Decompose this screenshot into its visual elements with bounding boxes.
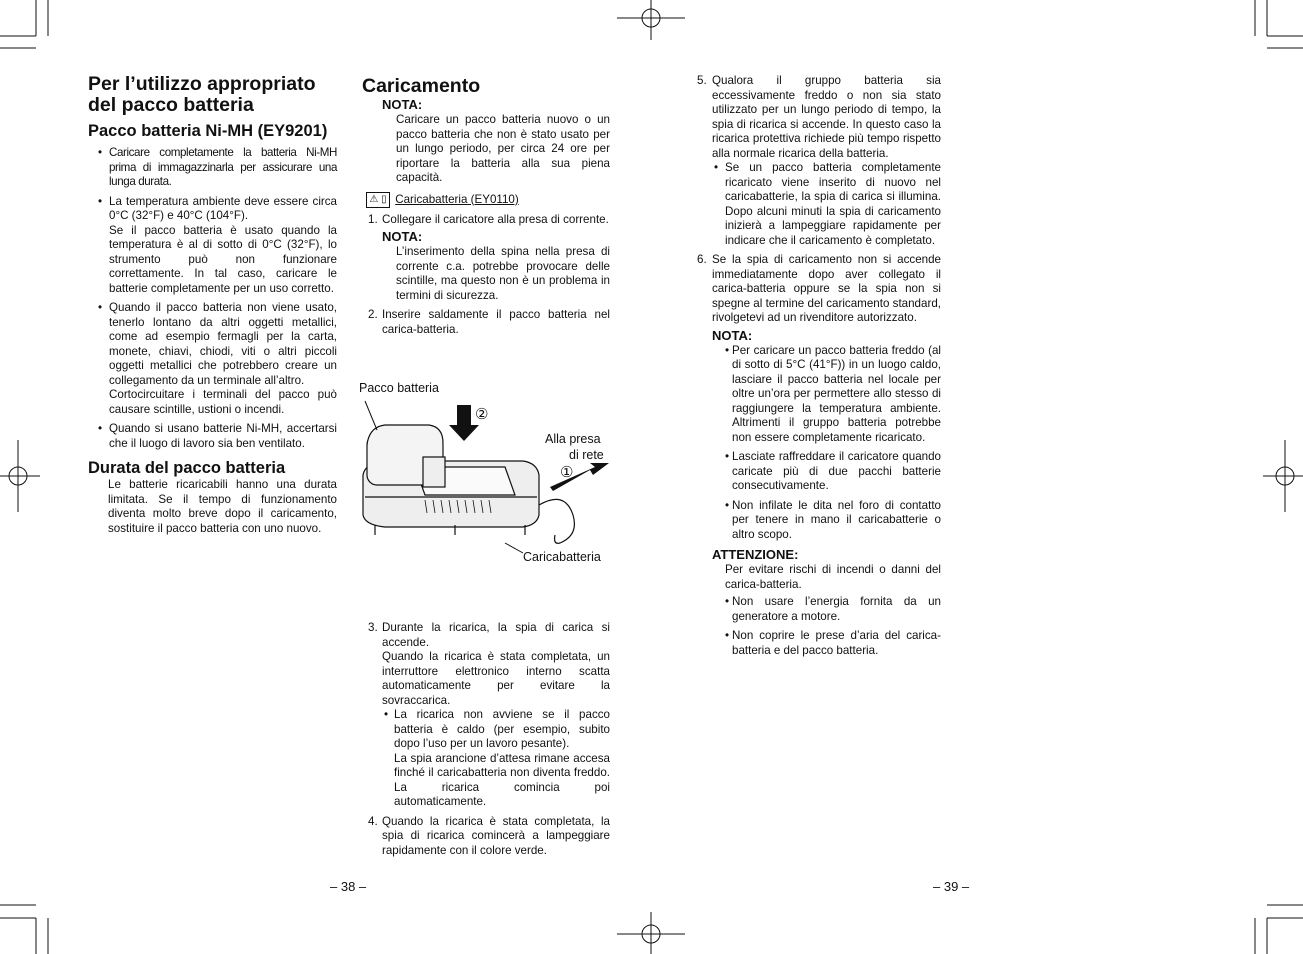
label-battery: Pacco batteria xyxy=(359,381,439,395)
list-item: • Non usare l’energia fornita da un generatore a motore. xyxy=(723,595,941,624)
charger-figure xyxy=(355,375,617,590)
list-item: • Per caricare un pacco batteria freddo (al di sotto di 5°C (41°F)) in un luogo caldo, lasciare il pacco batteria nel locale per oltre un’ora per permettere allo stesso di raggiungere la temperatura ambiente. Altrimenti il gruppo batteria potrebbe non essere completamente ricaricato. xyxy=(723,344,941,446)
section-caricamento: Caricamento xyxy=(362,75,481,97)
step-3: 3. Durante la ricarica, la spia di carica si accende. Quando la ricarica è stata completata, un interruttore elettronico interno scatta automaticamente per evitare la sovraccarica. xyxy=(368,621,610,707)
step-1: 1. Collegare il caricatore alla presa di corrente. xyxy=(368,212,609,226)
step3-bullet: • La ricarica non avviene se il pacco batteria è caldo (per esempio, subito dopo l’uso per un lavoro pesante). La spia arancione d’attesa rimane accesa finché il caricabatteria non diventa freddo. La ricarica comincia poi automaticamente. xyxy=(382,708,610,810)
list-item: • Lasciate raffreddare il caricatore quando caricate più di due pacchi batterie consecutivamente. xyxy=(723,450,941,494)
marker-2: ② xyxy=(475,406,489,423)
step-6: 6. Se la spia di caricamento non si accende immediatamente dopo aver collegato il carica-batteria oppure se la spia non si spegne al termine del caricamento standard, rivolgetevi ad un rivenditore autorizzato. xyxy=(697,253,941,324)
list-item: • Non coprire le prese d’aria del carica-batteria e del pacco batteria. xyxy=(723,629,941,658)
durata-text: Le batterie ricaricabili hanno una durata limitata. Se il tempo di funzionamento diventa molto breve dopo il caricamento, sostituire il pacco batteria con uno nuovo. xyxy=(108,478,337,535)
list-item: • Caricare completamente la batteria Ni-MH prima di immagazzinarla per assicurare una lunga durata. xyxy=(96,146,337,190)
step1-nota-label: NOTA: xyxy=(382,229,423,244)
list-item: • Non infilate le dita nel foro di contatto per tenere in mano il caricabatterie o altro scopo. xyxy=(723,499,941,543)
attenzione-text: Per evitare rischi di incendi o danni del carica-batteria. xyxy=(725,563,941,591)
attenzione-label: ATTENZIONE: xyxy=(712,547,799,562)
left-column xyxy=(88,74,337,536)
marker-1: ① xyxy=(560,464,574,481)
plug-arrow-icon xyxy=(550,463,609,491)
warning-symbol-icon: ⚠ ▯ xyxy=(366,192,390,208)
label-charger: Caricabatteria xyxy=(523,550,601,564)
nota-label: NOTA: xyxy=(382,97,423,112)
list-item: • Quando si usano batterie Ni-MH, accertarsi che il luogo di lavoro sia ben ventilato. xyxy=(96,422,337,451)
list-item: • Quando il pacco batteria non viene usato, tenerlo lontano da altri oggetti metallici, come ad esempio fermagli per la carta, monete, chiavi, chiodi, viti o altri piccoli oggetti metallici che potrebbero creare un collegamento da un terminale all’altro. Cortocircuitare i terminali del pacco può causare scintille, ustioni o incendi. xyxy=(96,301,337,417)
page-number-right: – 39 – xyxy=(933,879,970,894)
section-durata: Durata del pacco batteria xyxy=(88,459,286,477)
charger-model: Caricabatteria (EY0110) xyxy=(395,192,519,206)
right-column xyxy=(697,74,941,663)
step1-nota-text: L’inserimento della spina nella presa di corrente c.a. potrebbe provocare delle scintille, ma questo non è un problema in termini di sicurezza. xyxy=(396,245,610,302)
step5-bullet: • Se un pacco batteria completamente ricaricato viene inserito di nuovo nel caricabatterie, la spia di carica si illumina. Dopo alcuni minuti la spia di caricamento inizierà a lampeggiare rapidamente per indicare che il caricamento è completato. xyxy=(712,161,941,248)
page-title: Per l’utilizzo appropriato del pacco batteria xyxy=(88,73,316,116)
label-outlet-1: Alla presa xyxy=(545,432,601,446)
page-number-left: – 38 – xyxy=(330,879,367,894)
step-5: 5. Qualora il gruppo batteria sia eccessivamente freddo o non sia stato utilizzato per un lungo periodo di tempo, la spia di ricarica si accende. In questo caso la ricarica protettiva richiede più tempo rispetto alla normale ricarica della batteria. xyxy=(697,74,941,160)
list-item: • La temperatura ambiente deve essere circa 0°C (32°F) e 40°C (104°F). Se il pacco batteria è usato quando la temperatura è al di sotto di 0°C (32°F), lo strumento può non funzionare correttamente. In tal caso, caricare le batterie completamente per un uso corretto. xyxy=(96,195,337,297)
label-outlet-2: di rete xyxy=(569,448,604,462)
section-ni-mh: Pacco batteria Ni-MH (EY9201) xyxy=(88,122,328,140)
nota-text: Caricare un pacco batteria nuovo o un pacco batteria che non è stato usato per un lungo periodo, per circa 24 ore per riportare la batteria alla sua piena capacità. xyxy=(396,113,610,184)
step-4: 4. Quando la ricarica è stata completata, la spia di ricarica comincerà a lampeggiare rapidamente con il colore verde. xyxy=(368,814,610,857)
middle-column xyxy=(362,76,610,342)
step-2: 2. Inserire saldamente il pacco batteria nel carica-batteria. xyxy=(368,308,610,336)
right-nota-label: NOTA: xyxy=(712,327,753,343)
middle-column-lower xyxy=(362,621,610,863)
charger-symbol-row xyxy=(362,192,610,208)
